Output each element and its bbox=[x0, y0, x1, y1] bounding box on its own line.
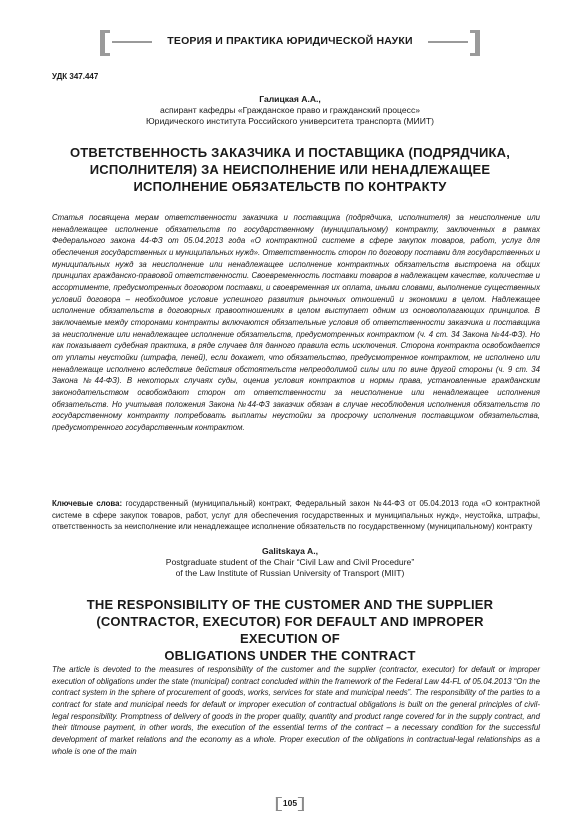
en-abstract: The article is devoted to the measures of responsibility of the customer and the supplier (contractor, executor) for default or improper execution of obligations under the state (municipal) contract concluded within the framework of the Federal Law 44-FL of 05.04.2013 “On the contract system in the sphere of procurement of goods, works, services for state and municipal needs”. The responsibility of the parties to a contract for state and municipal needs for default or improper execution of contractual obligations is built on the general principles of civil-legal responsibility. Promptness of delivery of goods in the proper quality, quantity and product range covered for in the supply contract, and their titmouse payment, in other words, the execution of the essential terms of the contract – a necessary condition for the successful development of market relations and the economy as a whole. Proper execution of the obligations in contractual-legal relationships as a whole is one of the main bbox=[52, 665, 540, 756]
keywords-text: государственный (муниципальный) контракт, Федеральный закон №44-ФЗ от 05.04.2013 года «О контрактной системе в сфере закупок товаров, работ, услуг для обеспечения государственных и муниципальных нужд», неустойка, штрафы, ответственность за неисполнение или ненадлежащее исполнение обязательств по государственному (муниципальному) контракту bbox=[52, 499, 540, 532]
ru-title-line: ОТВЕТСТВЕННОСТЬ ЗАКАЗЧИКА И ПОСТАВЩИКА (ПОДРЯДЧИКА, bbox=[69, 145, 511, 160]
page-number: 105 bbox=[278, 797, 302, 809]
header-rule-left bbox=[112, 41, 152, 43]
ru-title-line: ИСПОЛНИТЕЛЯ) ЗА НЕИСПОЛНЕНИЕ ИЛИ НЕНАДЛЕЖАЩЕЕ bbox=[89, 162, 491, 177]
udc-code: УДК 347.447 bbox=[52, 72, 99, 81]
running-head bbox=[100, 30, 480, 56]
header-bracket-left bbox=[100, 30, 110, 56]
ru-author-name: Галицкая А.А., bbox=[259, 94, 321, 104]
ru-keywords bbox=[52, 498, 540, 533]
ru-abstract: Статья посвящена мерам ответственности заказчика и поставщика (подрядчика, исполнителя) за неисполнение или ненадлежащее исполнение обязательств по государственному (муниципальному) контракту, заключенных в рамках Федерального закона 44-ФЗ от 05.04.2013 года «О контрактной системе в сфере закупок товаров, работ, услуг для обеспечения государственных и муниципальных нужд». Ответственность сторон по договору поставки для государственных и муниципальных нужд за неисполнение или ненадлежащее исполнение контрактных обязательств выстроена на общих принципах гражданско-правовой ответственности. Своевременность поставки товаров в надлежащем качестве, количестве и ассортименте, предусмотренных договором поставки, и своевременная их оплата, иными словами, выполнение существенных условий договора – необходимое условие успешного развития рыночных отношений и экономики в целом. Надлежащее исполнение обязательств в договорных правоотношениях в целом выступает одним из основополагающих принципов. В заключаемые между сторонами контракты включаются обязательные условия об ответственности заказчика и поставщика за неисполнение или ненадлежащее исполнение обязательств, предусмотренных контрактом (ч. 4 ст. 34 Закона №44-ФЗ). Но как показывает судебная практика, в ряде случаев для данного правила есть исключения. Сторона контракта освобождается от уплаты неустойки (штрафа, пеней), если докажет, что обязательство, предусмотренное контрактом, не исполнено или ненадлежаще исполнено вследствие действия обстоятельств непреодолимой силы или по вине другой стороны (ч. 9 ст. 34 Закона №44-ФЗ). В некоторых случаях суды, оценив условия контрактов и нормы права, установленные гражданским законодательством освобождают сторон от ответственности за неисполнение или ненадлежащее исполнения обязательств. Но учитывая положения Закона №44-ФЗ заказчик обязан в случае несоблюдения исполнения обязательств по государственному контракту потребовать выплаты неустойки за просрочку исполнения поставщиком обязательства, предусмотренного государственным контрактом. bbox=[52, 213, 540, 432]
ru-author-affiliation: Юридического института Российского университета транспорта (МИИТ) bbox=[145, 116, 435, 127]
en-article-title bbox=[58, 596, 522, 664]
en-author-name: Galitskaya A., bbox=[261, 546, 319, 556]
en-author-affiliation: of the Law Institute of Russian University of Transport (MIIT) bbox=[175, 568, 405, 579]
ru-author-position: аспирант кафедры «Гражданское право и гражданский процесс» bbox=[159, 105, 421, 116]
en-title-line: (CONTRACTOR, EXECUTOR) FOR DEFAULT AND IMPROPER EXECUTION OF bbox=[96, 614, 484, 646]
header-rule-right bbox=[428, 41, 468, 43]
journal-section-title: ТЕОРИЯ И ПРАКТИКА ЮРИДИЧЕСКОЙ НАУКИ bbox=[167, 35, 413, 47]
en-title-line: THE RESPONSIBILITY OF THE CUSTOMER AND THE SUPPLIER bbox=[86, 597, 494, 612]
keywords-label: Ключевые слова: bbox=[52, 499, 123, 508]
en-author-block bbox=[40, 546, 540, 580]
ru-title-line: ИСПОЛНЕНИЕ ОБЯЗАТЕЛЬСТВ ПО КОНТРАКТУ bbox=[133, 179, 447, 194]
header-bracket-right bbox=[470, 30, 480, 56]
en-title-line: OBLIGATIONS UNDER THE CONTRACT bbox=[164, 648, 416, 663]
en-author-position: Postgraduate student of the Chair “Civil Law and Civil Procedure” bbox=[165, 557, 415, 568]
ru-author-block bbox=[40, 94, 540, 128]
ru-article-title bbox=[58, 144, 522, 195]
